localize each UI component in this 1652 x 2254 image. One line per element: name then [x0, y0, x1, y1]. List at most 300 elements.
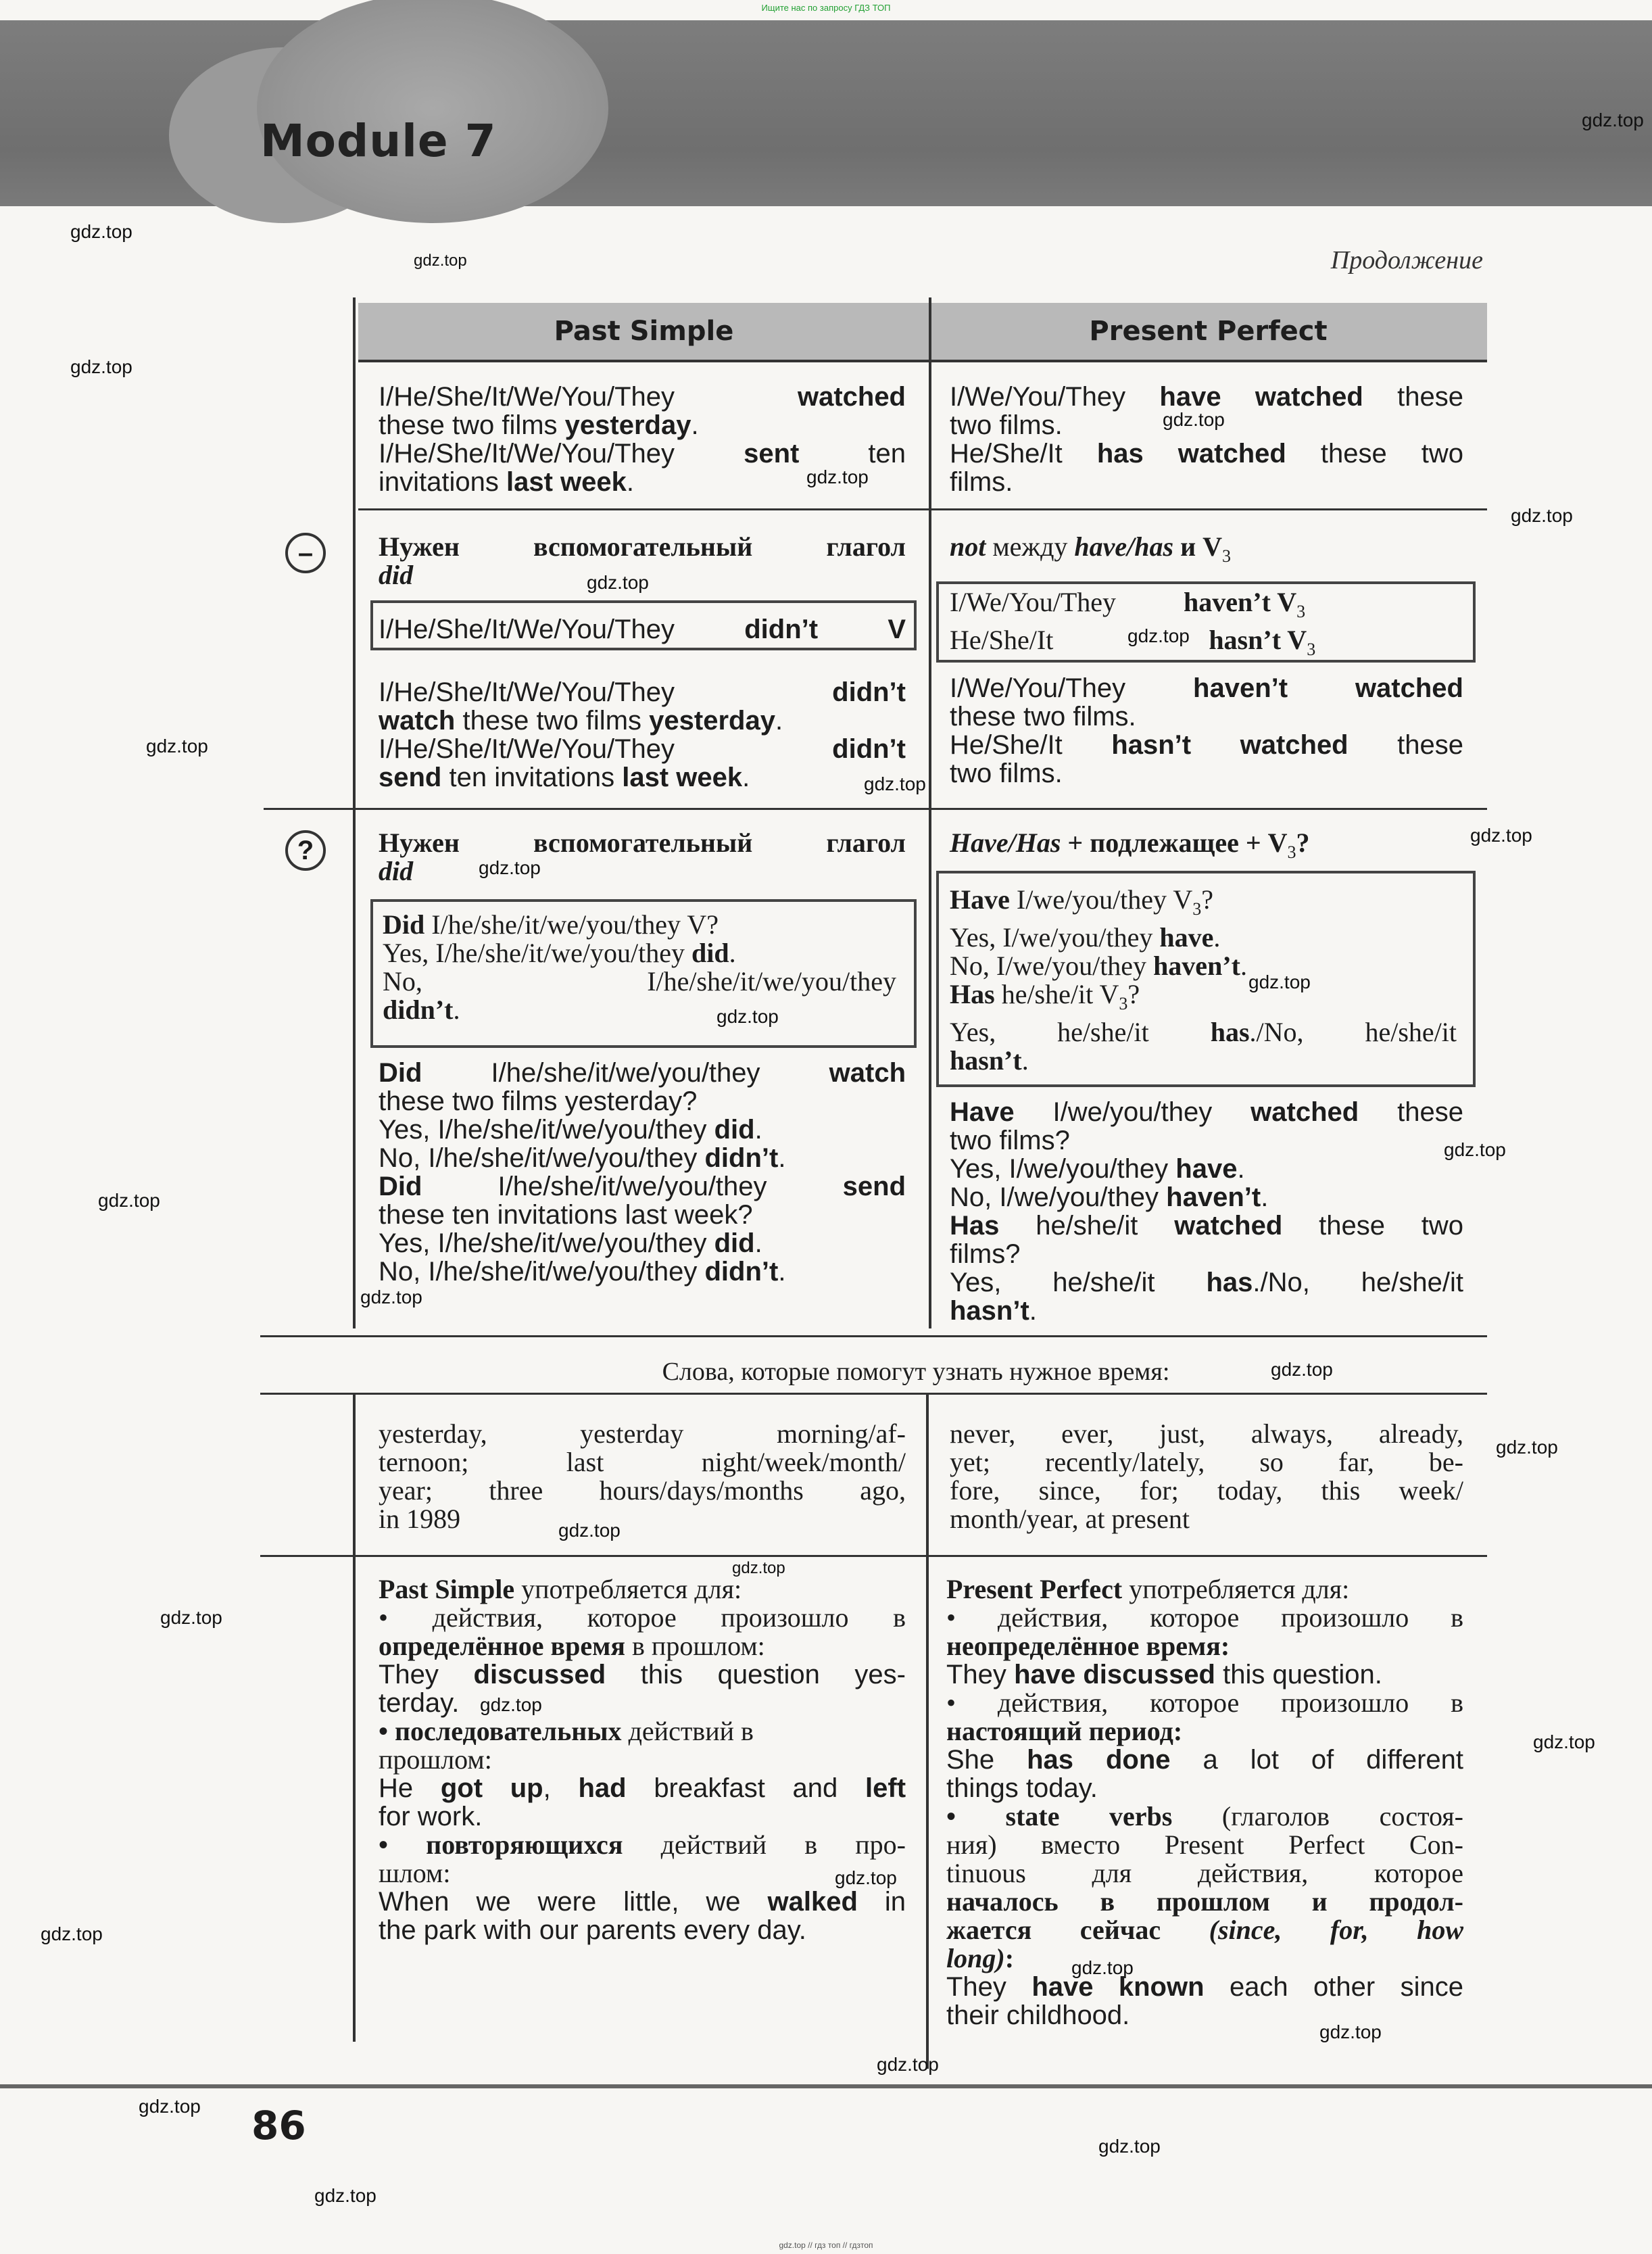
column-divider [353, 297, 356, 1328]
row-divider [358, 508, 1487, 510]
text-line [950, 731, 1463, 759]
text: I/He/She/It/We/You/They [379, 734, 675, 764]
text: • повторяющихся [379, 1829, 623, 1860]
text: Have/Has [950, 828, 1061, 858]
text: I/He/She/It/We/You/They [379, 439, 675, 469]
text: a lot of different [1202, 1745, 1463, 1775]
text: Present Perfect [946, 1574, 1123, 1604]
text: I/He/She/It/We/You/They [379, 615, 675, 644]
bottom-note: gdz.top // гдз топ // гдзтоп [779, 2240, 873, 2250]
text: . [742, 763, 750, 792]
text: these two [1319, 1211, 1463, 1241]
text: ./No, he/she/it [1249, 1017, 1457, 1047]
text: I/we/you/they [1052, 1097, 1213, 1127]
text: . [778, 1257, 786, 1287]
subscript: 3 [1119, 994, 1128, 1013]
text: these two films [462, 706, 642, 736]
text: Did [379, 1172, 422, 1201]
text: (глаголов состоя- [1221, 1801, 1463, 1831]
text: have watched [1159, 382, 1363, 412]
text-line: terday. [379, 1688, 460, 1718]
watermark: gdz.top [716, 1006, 779, 1027]
watermark: gdz.top [1127, 625, 1190, 646]
text-line [950, 383, 1463, 411]
text: last week [506, 467, 627, 497]
text: ? [1127, 979, 1140, 1009]
text: Yes, I/he/she/it/we/you/they [383, 938, 685, 968]
text: had [578, 1773, 627, 1803]
text-line [950, 674, 1463, 702]
text: I/We/You/They [950, 587, 1117, 617]
text: настоящий период: [946, 1716, 1183, 1746]
text-line: • действия, которое произошло в [379, 1602, 906, 1633]
text-line [379, 1774, 906, 1802]
text: Нужен вспомогательный глагол [379, 828, 906, 858]
text-line: ternoon; last night/week/month/ [379, 1447, 906, 1477]
text-line [379, 533, 906, 561]
text: these two films. [950, 702, 1136, 732]
watermark: gdz.top [41, 1923, 103, 1944]
text: these [1397, 382, 1463, 412]
text: Yes, he/she/it [950, 1017, 1149, 1047]
watermark: gdz.top [1582, 110, 1644, 130]
text-line [383, 911, 896, 939]
watermark: gdz.top [139, 2096, 201, 2117]
negative-formula-right [950, 588, 1450, 664]
text-line [950, 1098, 1463, 1126]
watermark: gdz.top [1071, 1957, 1134, 1978]
text-line [379, 1172, 906, 1201]
text: ? [1296, 828, 1310, 858]
text: She [946, 1745, 995, 1775]
text: неопределённое время: [946, 1631, 1230, 1661]
text: haven’t V [1184, 587, 1297, 617]
text: didn’t [383, 994, 454, 1025]
text: (since, for, how [1209, 1915, 1463, 1945]
text: жается сейчас [946, 1915, 1161, 1945]
text: in [884, 1887, 906, 1917]
text: No, [383, 966, 422, 997]
text-line [950, 468, 1463, 496]
text: Have [950, 1097, 1015, 1127]
text-line [950, 702, 1463, 731]
question-formula-left [383, 911, 896, 1024]
text: hasn’t watched [1111, 730, 1349, 760]
row-divider [260, 1555, 1487, 1557]
watermark: gdz.top [146, 736, 208, 757]
text-line [950, 759, 1463, 788]
text: send [379, 763, 442, 792]
text: . [775, 706, 783, 736]
watermark: gdz.top [558, 1520, 621, 1541]
text: I/he/she/it/we/you/they [497, 1172, 767, 1201]
text: has watched [1096, 439, 1286, 469]
text-line [950, 980, 1457, 1018]
text-line: year; three hours/days/months ago, [379, 1475, 906, 1506]
text: hasn’t V [1209, 625, 1307, 655]
text: I/He/She/It/We/You/They [379, 382, 675, 412]
text: ten [868, 439, 906, 469]
text: haven’t [1166, 1182, 1261, 1212]
text: these [1397, 730, 1463, 760]
text: They [946, 1972, 1006, 2002]
text: each other since [1229, 1972, 1463, 2002]
text-line [379, 829, 906, 857]
text-line [379, 383, 906, 411]
text: , [543, 1773, 551, 1803]
text: have [1175, 1154, 1238, 1184]
text-line [946, 1717, 1463, 1746]
text: haven’t watched [1193, 673, 1463, 703]
text-line [946, 1660, 1463, 1689]
text: действий в [628, 1716, 754, 1746]
text: didn’t [832, 734, 906, 764]
text: действий в про- [660, 1829, 906, 1860]
text: I/he/she/it/we/you/they V? [431, 909, 719, 940]
text-line: things today. [946, 1773, 1098, 1803]
text: invitations [379, 467, 499, 497]
watermark: gdz.top [1319, 2021, 1382, 2042]
text: films. [950, 467, 1013, 497]
question-rule-left [379, 829, 906, 886]
text-line [379, 678, 906, 706]
text: Yes, I/we/you/they [950, 922, 1153, 953]
text: между [992, 531, 1068, 562]
text: No, I/he/she/it/we/you/they [379, 1143, 698, 1173]
text-line: yet; recently/lately, so far, be- [950, 1447, 1463, 1477]
text: No, I/we/you/they [950, 1182, 1159, 1212]
text: . [1213, 922, 1221, 953]
text: he/she/it [1036, 1211, 1138, 1241]
text: ? [1201, 884, 1213, 915]
text-line [383, 939, 896, 967]
text: Нужен вспомогательный глагол [379, 531, 906, 562]
text-line: yesterday, yesterday morning/af- [379, 1418, 906, 1449]
signal-right [950, 1420, 1463, 1533]
text: did [714, 1115, 755, 1145]
text: not [950, 531, 986, 562]
text-line [950, 1212, 1463, 1240]
text: I/he/she/it/we/you/they [491, 1058, 760, 1088]
text: did [691, 938, 729, 968]
text: употребляется для: [1129, 1574, 1350, 1604]
row-divider [260, 1335, 1487, 1337]
text: He/She/It [950, 439, 1063, 469]
text: did [379, 560, 414, 590]
subscript: 3 [1192, 899, 1202, 919]
text-line [950, 924, 1457, 952]
question-example-left [379, 1059, 906, 1286]
watermark: gdz.top [414, 251, 467, 270]
text-line [379, 1632, 906, 1660]
text: watch [829, 1058, 906, 1088]
watermark: gdz.top [587, 572, 649, 593]
watermark: gdz.top [1271, 1359, 1333, 1380]
text: Yes, [950, 1268, 1002, 1297]
text: didn’t [704, 1143, 779, 1173]
question-example-right [950, 1098, 1463, 1325]
text: watch [379, 706, 456, 736]
text-line [950, 1297, 1463, 1325]
text: two films. [950, 759, 1063, 788]
text: • state verbs [946, 1801, 1173, 1831]
text: No, I/he/she/it/we/you/they [379, 1257, 698, 1287]
text-line [379, 615, 906, 644]
text-line: in 1989 [379, 1504, 461, 1534]
text-line [379, 1888, 906, 1916]
header-present-perfect: Present Perfect [1089, 316, 1328, 347]
text-line [379, 706, 906, 735]
text-line [379, 735, 906, 763]
text: this question. [1223, 1660, 1382, 1689]
text: did [714, 1228, 755, 1258]
text-line [950, 626, 1450, 664]
text: + подлежащее + V [1067, 828, 1288, 858]
text: . [453, 994, 460, 1025]
text: breakfast and [654, 1773, 838, 1803]
text-line [379, 1059, 906, 1087]
text-line: for work. [379, 1802, 483, 1831]
watermark: gdz.top [160, 1607, 222, 1628]
text-line [946, 1916, 1463, 1944]
text-line [383, 967, 896, 996]
bottom-rule [0, 2084, 1652, 2088]
watermark: gdz.top [1496, 1437, 1558, 1458]
watermark: gdz.top [1444, 1139, 1506, 1160]
text: discussed [473, 1660, 606, 1689]
text-line: tinuous для действия, которое [946, 1858, 1463, 1888]
signal-heading: Слова, которые помогут узнать нужное время: [662, 1358, 1170, 1386]
watermark: gdz.top [864, 773, 926, 794]
text-line [379, 1144, 906, 1172]
question-formula-right [950, 886, 1457, 1075]
text: these [1397, 1097, 1463, 1127]
text: Yes, I/he/she/it/we/you/they [379, 1228, 707, 1258]
text-line [950, 588, 1450, 626]
text: walked [767, 1887, 858, 1917]
text: sent [744, 439, 800, 469]
text: Yes, I/we/you/they [950, 1154, 1169, 1184]
text: . [1261, 1182, 1269, 1212]
text-line [950, 1018, 1457, 1047]
text: yesterday [564, 410, 691, 440]
text-line [950, 1183, 1463, 1212]
text-line: прошлом: [379, 1744, 492, 1775]
watermark: gdz.top [98, 1190, 160, 1211]
text: I/he/she/it/we/you/they [647, 966, 896, 997]
text: these ten invitations last week? [379, 1200, 753, 1230]
watermark: gdz.top [1511, 505, 1573, 526]
header-past-simple: Past Simple [554, 316, 734, 347]
flower-decoration [257, 0, 608, 223]
text: yesterday [649, 706, 775, 736]
text: didn’t [704, 1257, 779, 1287]
text-line [379, 439, 906, 468]
text-line [379, 1717, 906, 1746]
text-line [379, 1575, 906, 1604]
text: he/she/it [1052, 1268, 1155, 1297]
text-line [950, 1047, 1457, 1075]
text: has done [1027, 1745, 1171, 1775]
text-line [379, 1087, 906, 1116]
text: . [1021, 1045, 1029, 1076]
text-line [946, 1575, 1463, 1604]
usage-left [379, 1575, 906, 1944]
text: . [778, 1143, 786, 1173]
column-divider [926, 1393, 929, 2069]
text-line [950, 1268, 1463, 1297]
text-line: their childhood. [946, 2000, 1130, 2030]
text: When we were little, we [379, 1887, 741, 1917]
text: в прошлом: [632, 1631, 765, 1661]
text-line: never, ever, just, always, already, [950, 1418, 1463, 1449]
text-line [950, 533, 1463, 571]
text: have discussed [1014, 1660, 1215, 1689]
watermark: gdz.top [70, 356, 132, 377]
text: these two [1320, 439, 1463, 469]
watermark: gdz.top [70, 221, 132, 242]
watermark: gdz.top [1533, 1731, 1595, 1752]
watermark: gdz.top [1163, 409, 1225, 430]
text: these two films [379, 410, 558, 440]
text: . [754, 1228, 762, 1258]
text: : [1004, 1943, 1015, 1973]
text: No, I/we/you/they [950, 951, 1147, 981]
text-line [379, 1660, 906, 1689]
text: watched [797, 382, 906, 412]
text-line [950, 1155, 1463, 1183]
text-line [379, 1257, 906, 1286]
text: . [729, 938, 736, 968]
watermark: gdz.top [1248, 972, 1311, 992]
page-number: 86 [251, 2103, 306, 2149]
negative-formula-left [379, 615, 906, 644]
negative-symbol: – [285, 533, 326, 573]
watermark: gdz.top [1098, 2136, 1161, 2157]
text: Has [950, 1211, 1000, 1241]
text: didn’t [832, 677, 906, 707]
subscript: 3 [1296, 602, 1306, 621]
module-banner [0, 20, 1652, 206]
usage-right [946, 1575, 1463, 2030]
text-line: началось в прошлом и продол- [946, 1886, 1463, 1917]
text: these two films yesterday? [379, 1086, 698, 1116]
text-line: month/year, at present [950, 1504, 1190, 1534]
text-line [379, 1201, 906, 1229]
text: two films. [950, 410, 1063, 440]
text-line [950, 886, 1457, 924]
text: two films? [950, 1126, 1070, 1155]
text: . [1237, 1154, 1245, 1184]
table-header [358, 303, 1487, 362]
text: I/we/you/they V [1016, 884, 1193, 915]
text-line: fore, since, for; today, this week/ [950, 1475, 1463, 1506]
text-line: • действия, которое произошло в [946, 1687, 1463, 1718]
watermark: gdz.top [877, 2054, 939, 2075]
text-line: • действия, которое произошло в [946, 1602, 1463, 1633]
watermark: gdz.top [360, 1287, 422, 1308]
text: He [379, 1773, 414, 1803]
text: I/He/She/It/We/You/They [379, 677, 675, 707]
watermark: gdz.top [835, 1867, 897, 1888]
text: . [1240, 951, 1247, 981]
text: He/She/It [950, 625, 1054, 655]
text: . [1029, 1296, 1037, 1326]
text-line [379, 411, 906, 439]
watermark: gdz.top [479, 857, 541, 878]
text-line [379, 1116, 906, 1144]
text-line [946, 1944, 1463, 1973]
module-title: Module 7 [260, 115, 497, 167]
watermark: gdz.top [732, 1559, 785, 1577]
text: ./No, he/she/it [1253, 1268, 1463, 1297]
text: They [946, 1660, 1006, 1689]
text-line [950, 439, 1463, 468]
negative-rule-right [950, 533, 1463, 571]
text: have known [1031, 1972, 1205, 2002]
text: have/has [1074, 531, 1174, 562]
text: I/We/You/They [950, 673, 1126, 703]
text: hasn’t [950, 1045, 1022, 1076]
text: Past Simple [379, 1574, 515, 1604]
text: Has [950, 979, 995, 1009]
watermark: gdz.top [314, 2185, 376, 2206]
row-divider [264, 808, 1487, 810]
text: watched [1174, 1211, 1283, 1241]
text-line [383, 996, 896, 1024]
text: • последовательных [379, 1716, 622, 1746]
watermark: gdz.top [806, 466, 869, 487]
top-note: Ищите нас по запросу ГДЗ ТОП [761, 3, 891, 13]
text: I/We/You/They [950, 382, 1126, 412]
text: haven’t [1153, 951, 1240, 981]
text: has [1206, 1268, 1253, 1297]
text: he/she/it V [1001, 979, 1119, 1009]
text-line [946, 1802, 1463, 1831]
negative-example-left [379, 678, 906, 792]
text: ten invitations [449, 763, 615, 792]
text: did [379, 856, 414, 886]
text: Did [383, 909, 425, 940]
text: send [842, 1172, 906, 1201]
continuation-label: Продолжение [1330, 246, 1483, 274]
watermark: gdz.top [480, 1694, 542, 1715]
text: last week [622, 763, 743, 792]
watermark: gdz.top [1470, 825, 1532, 846]
text-line: шлом: [379, 1858, 451, 1888]
text: Did [379, 1058, 422, 1088]
text: . [691, 410, 699, 440]
text: got up [440, 1773, 543, 1803]
question-rule-right [950, 829, 1463, 867]
text: Have [950, 884, 1010, 915]
text: определённое время [379, 1631, 626, 1661]
text-line [950, 1126, 1463, 1155]
text: didn’t V [744, 615, 906, 644]
text: films? [950, 1239, 1021, 1269]
text-line [379, 1229, 906, 1257]
text: Yes, I/he/she/it/we/you/they [379, 1115, 707, 1145]
text: и V [1180, 531, 1223, 562]
text: have [1159, 922, 1214, 953]
text-line [950, 952, 1457, 980]
text: . [754, 1115, 762, 1145]
row-divider [260, 1393, 1487, 1395]
text-line [946, 1973, 1463, 2001]
text: has [1210, 1017, 1250, 1047]
text-line [379, 1831, 906, 1859]
text: long) [946, 1943, 1005, 1973]
